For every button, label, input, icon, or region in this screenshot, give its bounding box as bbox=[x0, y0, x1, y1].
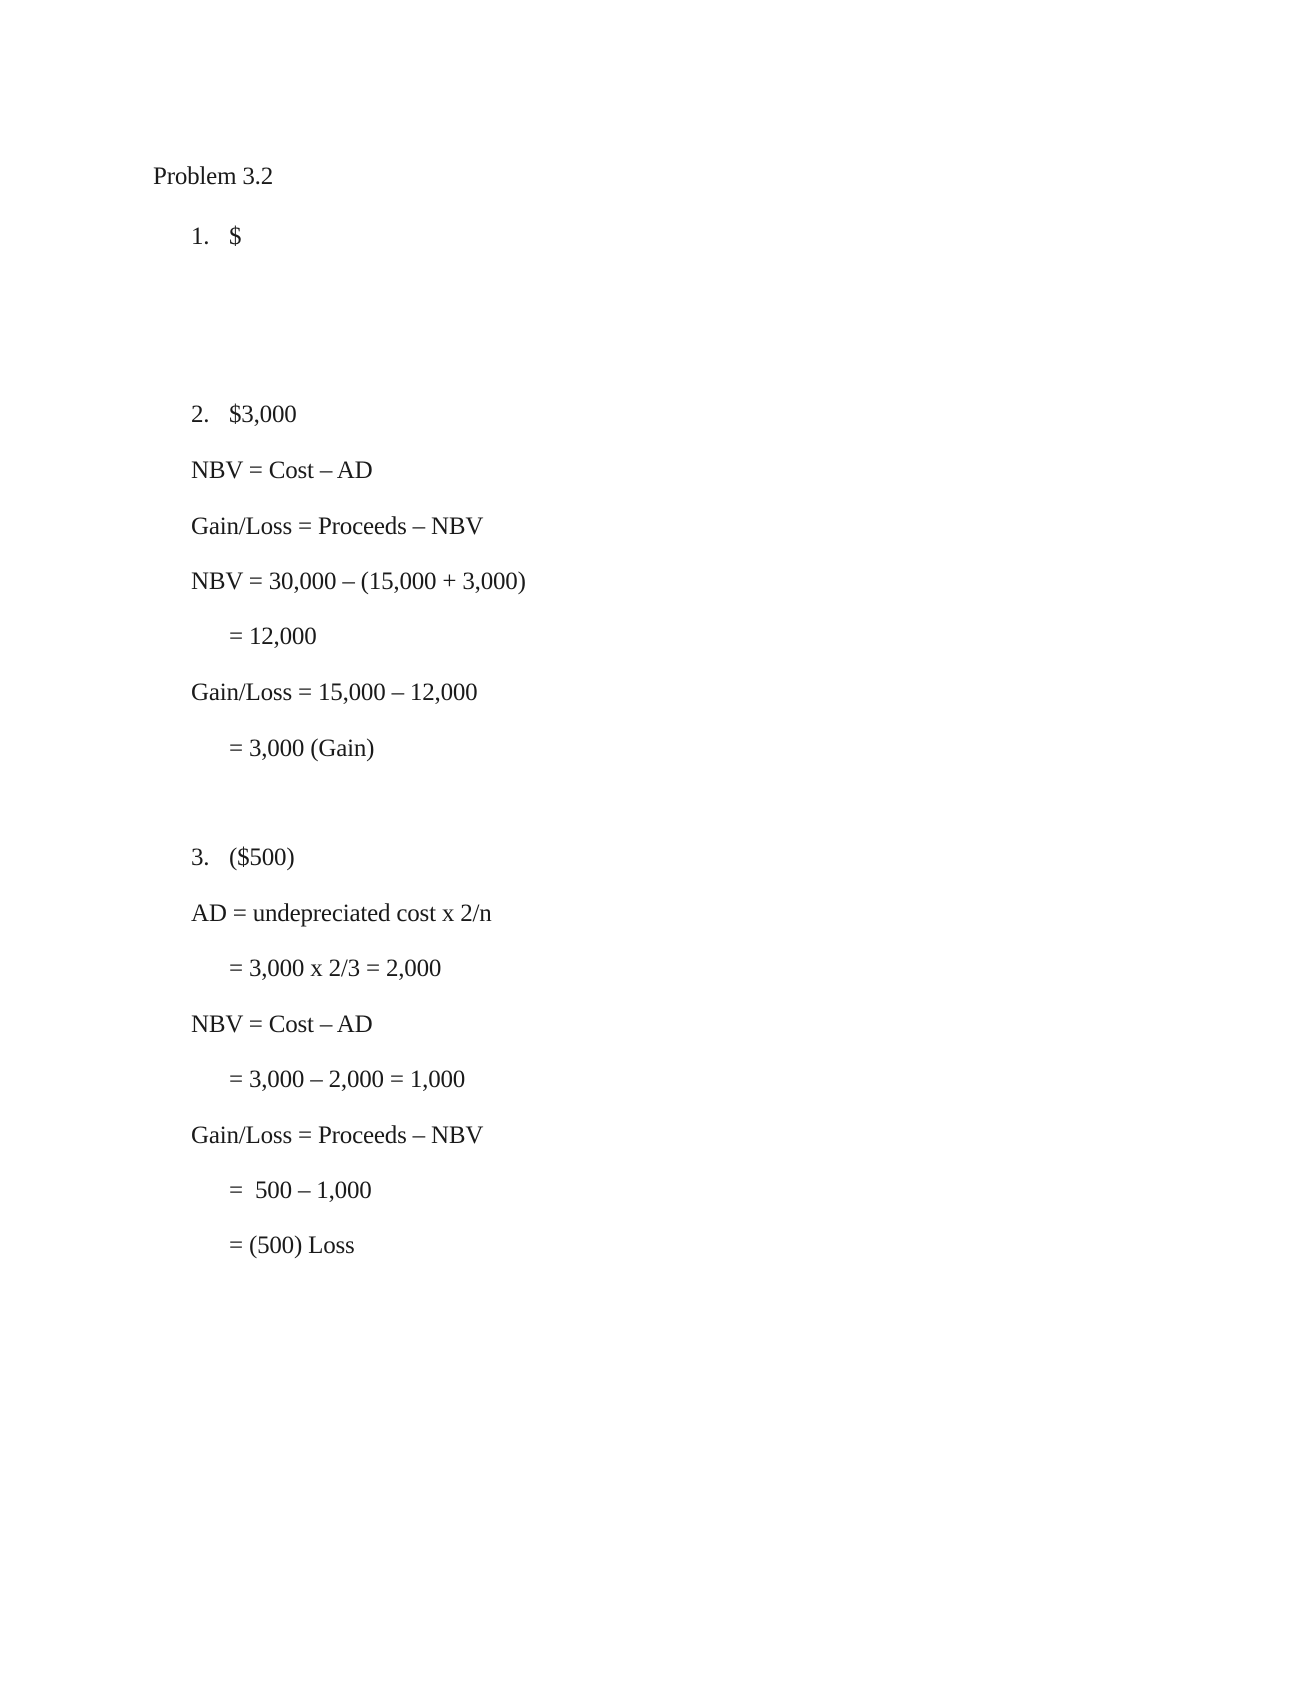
item-1 bbox=[191, 222, 241, 252]
result-line: = 12,000 bbox=[229, 623, 317, 650]
problem-title: Problem 3.2 bbox=[153, 163, 274, 190]
formula-line: NBV = Cost – AD bbox=[191, 1011, 373, 1038]
result-line: = 3,000 x 2/3 = 2,000 bbox=[229, 955, 442, 982]
formula-line: Gain/Loss = Proceeds – NBV bbox=[191, 513, 484, 540]
item-number: 2. bbox=[191, 401, 210, 428]
item-3 bbox=[191, 843, 294, 873]
formula-line: Gain/Loss = Proceeds – NBV bbox=[191, 1122, 484, 1149]
result-line: = (500) Loss bbox=[229, 1232, 355, 1259]
item-number: 3. bbox=[191, 844, 210, 871]
item-answer: ($500) bbox=[229, 844, 295, 871]
formula-line: NBV = Cost – AD bbox=[191, 457, 373, 484]
item-number: 1. bbox=[191, 223, 210, 250]
formula-line: NBV = 30,000 – (15,000 + 3,000) bbox=[191, 568, 526, 595]
result-line: = 500 – 1,000 bbox=[229, 1177, 372, 1204]
result-line: = 3,000 – 2,000 = 1,000 bbox=[229, 1066, 466, 1093]
formula-line: AD = undepreciated cost x 2/n bbox=[191, 900, 492, 927]
item-answer: $ bbox=[229, 223, 242, 250]
item-answer: $3,000 bbox=[229, 401, 297, 428]
formula-line: Gain/Loss = 15,000 – 12,000 bbox=[191, 679, 478, 706]
result-line: = 3,000 (Gain) bbox=[229, 735, 375, 762]
item-2 bbox=[191, 400, 297, 430]
